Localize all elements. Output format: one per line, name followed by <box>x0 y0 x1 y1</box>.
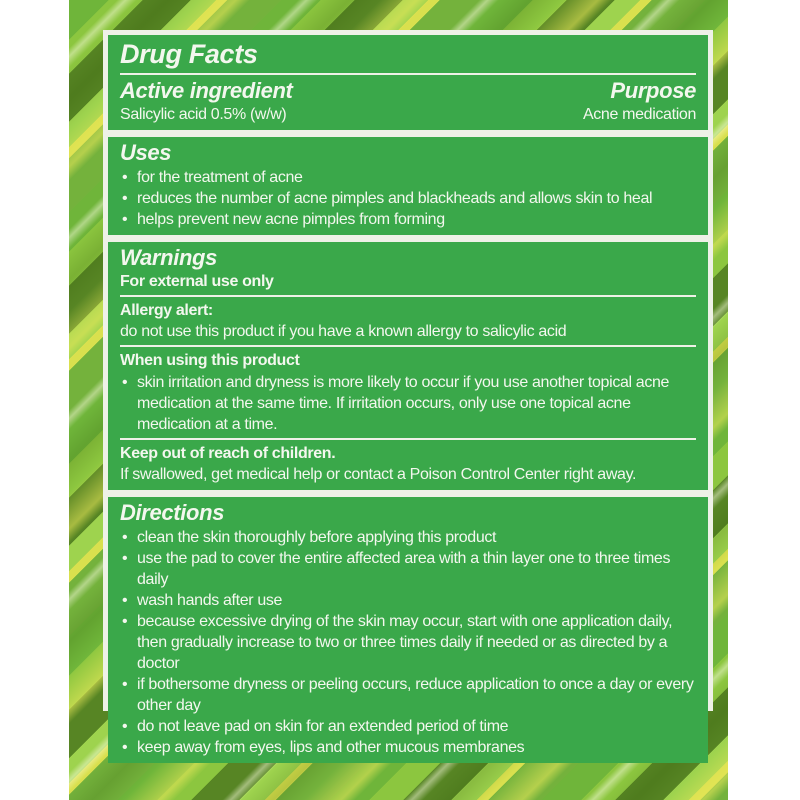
when-using-heading: When using this product <box>120 352 300 369</box>
list-item: • do not leave pad on skin for an extended period of time <box>120 716 696 737</box>
list-item: • clean the skin thoroughly before applying this product <box>120 527 696 548</box>
purpose-value: Acne medication <box>582 106 696 123</box>
uses-heading: Uses <box>120 140 172 165</box>
active-ingredient-value: Salicylic acid 0.5% (w/w) <box>120 106 287 123</box>
section-warnings <box>108 242 708 490</box>
section-directions <box>108 497 708 763</box>
purpose-heading: Purpose <box>610 78 696 103</box>
allergy-alert-heading: Allergy alert: <box>120 302 213 319</box>
drug-facts-panel <box>103 30 713 756</box>
section-uses <box>108 137 708 235</box>
allergy-alert-text: do not use this product if you have a known allergy to salicylic acid <box>120 323 567 340</box>
keep-out-text: If swallowed, get medical help or contact a Poison Control Center right away. <box>120 466 637 483</box>
active-ingredient-heading: Active ingredient <box>120 78 293 103</box>
list-item: • for the treatment of acne <box>120 167 696 188</box>
purpose-col <box>583 78 696 125</box>
list-item: • if bothersome dryness or peeling occurs, reduce application to once a day or every other day <box>120 674 696 716</box>
product-box-back-panel <box>69 0 728 800</box>
active-ingredient-col <box>120 78 293 125</box>
divider <box>120 345 696 347</box>
list-item: • skin irritation and dryness is more likely to occur if you use another topical acne medication at the same time. If irritation occurs, only use one topical acne medication at a time. <box>120 372 696 435</box>
divider <box>120 73 696 75</box>
divider <box>120 295 696 297</box>
when-using-list <box>120 372 696 435</box>
list-item: • keep away from eyes, lips and other mucous membranes <box>120 737 696 758</box>
list-item: • wash hands after use <box>120 590 696 611</box>
drug-facts-title: Drug Facts <box>120 39 258 69</box>
warnings-heading: Warnings <box>120 245 218 270</box>
section-header <box>108 35 708 130</box>
directions-heading: Directions <box>120 500 225 525</box>
divider <box>120 438 696 440</box>
active-ingredient-row <box>120 78 696 125</box>
list-item: • helps prevent new acne pimples from forming <box>120 209 696 230</box>
list-item: • use the pad to cover the entire affected area with a thin layer one to three times daily <box>120 548 696 590</box>
directions-list <box>120 527 696 758</box>
list-item: • reduces the number of acne pimples and blackheads and allows skin to heal <box>120 188 696 209</box>
list-item: • because excessive drying of the skin may occur, start with one application daily, then gradually increase to two or three times daily if needed or as directed by a doctor <box>120 611 696 674</box>
uses-list <box>120 167 696 230</box>
keep-out-heading: Keep out of reach of children. <box>120 445 336 462</box>
external-use-text: For external use only <box>120 273 274 290</box>
